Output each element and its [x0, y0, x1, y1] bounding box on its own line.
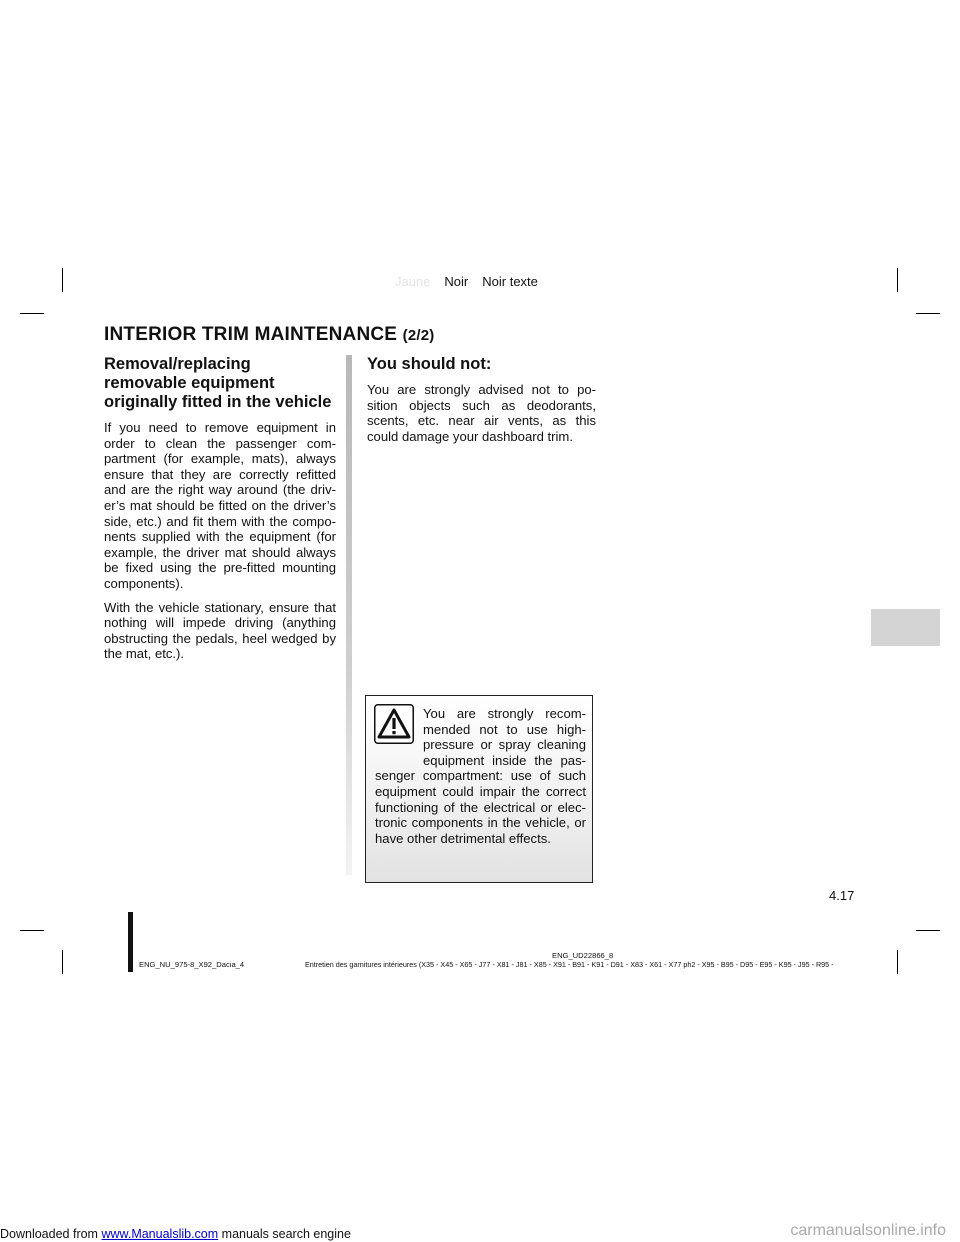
right-column-heading: You should not:	[367, 355, 492, 373]
right-column-paragraph: You are strongly advised not to po-sition objects such as deodorants, scents, etc. near air vents, as this could damage your dashboard trim.	[367, 382, 596, 444]
footer-bar	[128, 912, 133, 972]
footer-code: ENG_UD22866_8	[552, 951, 614, 960]
download-banner	[0, 1227, 351, 1241]
crop-mark	[20, 313, 44, 314]
icon-spacer	[375, 706, 423, 766]
column-divider	[346, 355, 352, 875]
warning-text: You are strongly recom-mended not to use high-pressure or spray cleaning equipment inside the pas-senger compartment: use of such equipment could impair the correct functioning of the electrical or elec-tronic components in the vehicle, or have other detrimental effects.	[375, 706, 586, 846]
left-column-heading: Removal/replacing removable equipment originally fitted in the vehicle	[104, 355, 332, 411]
crop-mark	[897, 268, 898, 292]
crop-mark	[62, 950, 63, 974]
right-column	[367, 355, 596, 452]
warning-box	[365, 695, 593, 883]
warning-text-container	[375, 706, 586, 846]
crop-mark	[916, 313, 940, 314]
crop-mark	[20, 930, 44, 931]
page-title-part: (2/2)	[402, 327, 435, 344]
left-column-paragraph: With the vehicle stationary, ensure that nothing will impede driving (anything obstructing the pedals, heel wedged by the mat, etc.).	[104, 599, 336, 662]
color-label-jaune: Jaune	[395, 274, 431, 289]
color-label-noir-texte: Noir texte	[482, 274, 538, 289]
crop-mark	[897, 950, 898, 974]
manualslib-link[interactable]: www.Manualslib.com	[101, 1227, 219, 1241]
chapter-tab	[871, 609, 940, 646]
color-label-noir: Noir	[444, 274, 469, 289]
page-title	[104, 324, 434, 346]
page-number: 4.17	[829, 888, 855, 903]
watermark: carmanualsonline.info	[790, 1222, 946, 1239]
left-column	[104, 355, 336, 670]
footer-left-ref: ENG_NU_975-8_X92_Dacia_4	[139, 960, 245, 969]
page-title-text: INTERIOR TRIM MAINTENANCE	[104, 324, 398, 345]
download-suffix: manuals search engine	[221, 1227, 351, 1241]
footer-right-ref: Entretien des garnitures intérieures (X35 - X45 - X65 - J77 - X81 - J81 - X85 - X91 - B91 - K91 - D91 - X83 - X61 - X77 ph2 - X95 - B95 - D95 - E95 - K95 - J95 - R95 -	[305, 960, 834, 969]
left-column-paragraph: If you need to remove equipment in order to clean the passenger com-partment (for example, mats), always ensure that they are correctly refitted and are the right way around (the driv-er’s mat should be fitted on the driver’s side, etc.) and fit them with the compo-nents supplied with the equipment (for example, the driver mat should always be fixed using the pre-fitted mounting components).	[104, 420, 336, 591]
crop-mark	[62, 268, 63, 292]
crop-mark	[916, 930, 940, 931]
download-prefix: Downloaded from	[0, 1227, 98, 1241]
color-bar-labels	[395, 274, 595, 289]
